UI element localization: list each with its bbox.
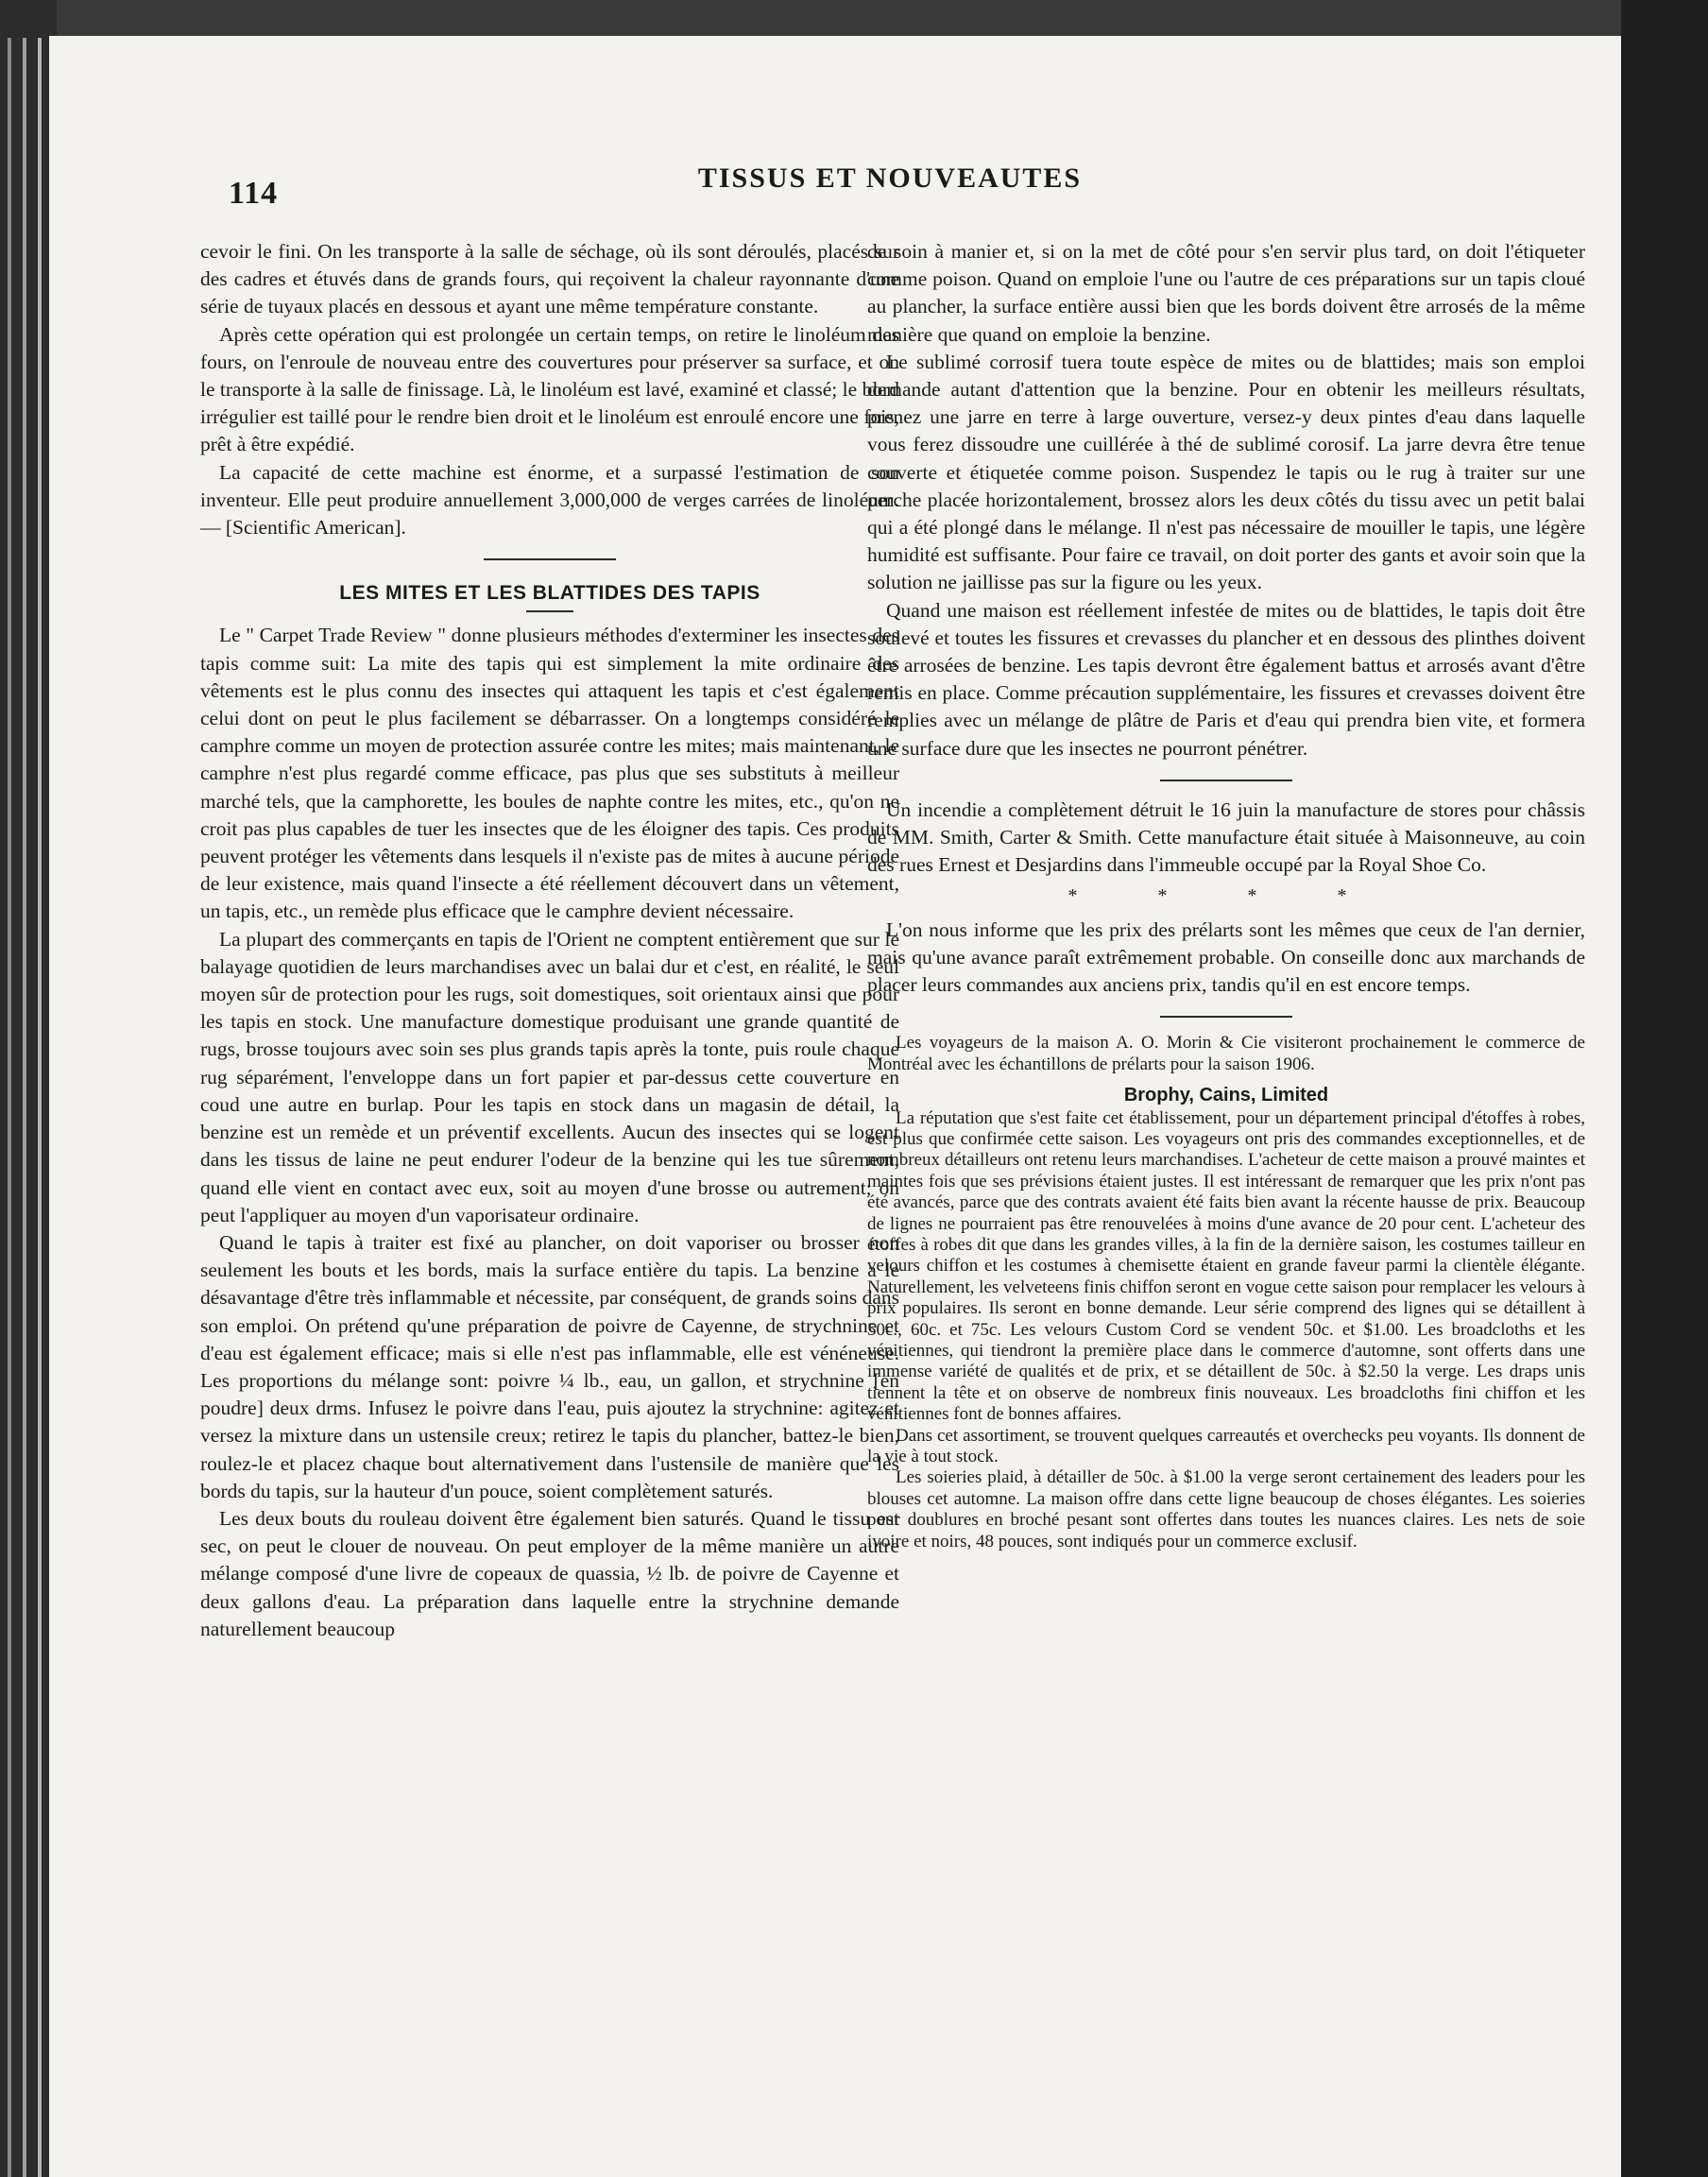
paragraph: Dans cet assortiment, se trouvent quelques carreautés et overchecks peu voyants. Ils donnent de la vie à tout stock.: [867, 1425, 1585, 1466]
paragraph: Quand une maison est réellement infestée de mites ou de blattides, le tapis doit être soulevé et toutes les fissures et crevasses du plancher et en dessous des plinthes doivent être arrosées de benzine. Les tapis devront être également battus et arrosés avant d'être remis en place. Comme précaution supplémentaire, les fissures et crevasses doivent être remplies avec un mélange de plâtre de Paris et d'eau qui prendra bien vite, et formera une surface dure que les insectes ne pourront pénétrer.: [867, 598, 1585, 760]
page-number: 114: [229, 176, 279, 211]
paragraph: de soin à manier et, si on la met de côté pour s'en servir plus tard, on doit l'étiqueter comme poison. Quand on emploie l'une ou l'autre de ces préparations sur un tapis cloué au plancher, la surface entière aussi bien que les bords doivent être arrosés de la même manière que quand on emploie la benzine.: [867, 240, 1585, 346]
asterism: * * * *: [1068, 885, 1385, 907]
section-heading: LES MITES ET LES BLATTIDES DES TAPIS: [339, 582, 760, 605]
paragraph: L'on nous informe que les prix des prélarts sont les mêmes que ceux de l'an dernier, mais qu'une avance paraît extrêmement probable. On conseille donc aux marchands de placer leurs commandes aux anciens prix, tandis qu'il en est encore temps.: [867, 917, 1585, 997]
paragraph: cevoir le fini. On les transporte à la salle de séchage, où ils sont déroulés, placés sur des cadres et étuvés dans de grands fours, qui reçoivent la chaleur rayonnante d'une série de tuyaux placés en dessous et ayant une même température constante.: [200, 240, 899, 318]
book-binding: [0, 0, 57, 2177]
paragraph: Après cette opération qui est prolongée un certain temps, on retire le linoléum des fours, on l'enroule de nouveau entre des couvertures pour préserver sa surface, et on le transporte à la salle de finissage. Là, le linoléum est lavé, examiné et classé; le bord irrégulier est taillé pour le rendre bien droit et le linoléum est enroulé encore une fois, prêt à être expédié.: [200, 322, 899, 456]
paragraph: Le sublimé corrosif tuera toute espèce de mites ou de blattides; mais son emploi demande autant d'attention que la benzine. Pour en obtenir les meilleurs résultats, prenez une jarre en terre à large ouverture, versez-y deux pintes d'eau dans laquelle vous ferez dissoudre une cuillérée à thé de sublimé corosif. La jarre devra être tenue couverte et étiquetée comme poison. Suspendez le tapis ou le rug à traiter sur une perche placée horizontalement, brossez alors les deux côtés du tissu avec un petit balai qui a été plongé dans le mélange. Il n'est pas nécessaire de mouiller le tapis, une légère humidité est suffisante. Pour faire ce travail, on doit porter des gants et avoir soin que la solution ne jaillisse pas sur la figure ou les yeux.: [867, 350, 1585, 594]
paragraph: Les deux bouts du rouleau doivent être également bien saturés. Quand le tissu est sec, on peut le clouer de nouveau. On peut employer de la même manière un autre mélange composé d'une livre de copeaux de quassia, ½ lb. de poivre de Cayenne et deux gallons d'eau. La préparation dans laquelle entre la strychnine demande naturellement beaucoup: [200, 1506, 899, 1640]
paragraph: La réputation que s'est faite cet établissement, pour un département principal d'étoffes à robes, est plus que confirmée cette saison. Les voyageurs ont pris des commandes exceptionnelles, et de nombreux détailleurs ont retenu leurs marchandises. L'acheteur de cette maison a prouvé maintes et maintes fois que ses prévisions étaient justes. Il est intéressant de remarquer que les prix n'ont pas été avancés, parce que des contrats avaient été faits bien avant la récente hausse de prix. Beaucoup de lignes ne pourraient pas être renouvelées à moins d'une avance de 20 pour cent. L'acheteur des étoffes à robes dit que dans les grandes villes, à la fin de la dernière saison, les costumes tailleur en velours chiffon et les costumes à chemisette étaient en grande faveur parmi la clientèle élégante. Naturellement, les velveteens finis chiffon seront en vogue cette saison pour remplacer les velours à prix populaires. Ils seront en bonne demande. Leur série comprend des lignes qui se détaillent à 50c., 60c. et 75c. Les velours Custom Cord se vendent 50c. et $1.00. Les broadcloths et les vénitiennes, qui tiendront la première place dans le commerce d'automne, sont offerts dans une immense variété de qualités et de prix, et se détaillent de 50c. à $2.50 la verge. Les draps unis tiennent la tête et on observe de nombreux finis nouveaux. Les broadcloths fini chiffon et les vénitiennes font de bonnes affaires.: [867, 1107, 1585, 1425]
section-divider: [1160, 1016, 1292, 1018]
paragraph: Les soieries plaid, à détailler de 50c. à $1.00 la verge seront certainement des leaders pour les blouses cet automne. La maison offre dans cette ligne beaucoup de choses élégantes. Les soieries pour doublures en broché pesant sont offertes dans toutes les nuances claires. Les nets de soie ivoire et noirs, 48 pouces, sont indiqués pour un commerce exclusif.: [867, 1467, 1585, 1551]
left-column: [200, 238, 899, 1643]
paragraph: La plupart des commerçants en tapis de l'Orient ne comptent entièrement que sur le balayage quotidien de leurs marchandises avec un balai dur et c'est, en réalité, le seul moyen sûr de protection pour les rugs, soit domestiques, soit orientaux ainsi que pour les tapis en stock. Une manufacture domestique produisant une grande quantité de rugs, brosse toujours avec soin ses plus grands tapis après la tonte, puis roule chaque rug séparément, l'enveloppe dans un fort papier et par-dessus cette couverture en coud une autre en burlap. Pour les tapis en stock dans un magasin de détail, la benzine est un remède et un préventif excellents. Aucun des insectes qui se logent dans les tissus de laine ne peut endurer l'odeur de la benzine qui les tue sûrement, quand elle vient en contact avec eux, soit au moyen d'une brosse ou autrement; on peut l'appliquer au moyen d'un vaporisateur ordinaire.: [200, 927, 899, 1226]
right-column: [867, 238, 1585, 1552]
section-divider: [484, 558, 616, 560]
paragraph: Quand le tapis à traiter est fixé au plancher, on doit vaporiser ou brosser non seulement les bouts et les bords, mais la surface entière du tapis. La benzine a le désavantage d'être très inflammable et nécessite, par conséquent, de grands soins dans son emploi. On prétend qu'une préparation de poivre de Cayenne, de strychnine et d'eau est également efficace; mais si elle n'est pas inflammable, elle est vénéneuse. Les proportions du mélange sont: poivre ¼ lb., eau, un gallon, et strychnine [en poudre] deux drms. Infusez le poivre dans l'eau, puis ajoutez la strychnine: agitez et versez la mixture dans un ustensile creux; retirez le tapis du plancher, battez-le bien, roulez-le et placez chaque bout alternativement dans l'ustensile de manière que les bords du tapis, sur la hauteur d'un pouce, soient complètement saturés.: [200, 1230, 899, 1502]
paragraph: Un incendie a complètement détruit le 16 juin la manufacture de stores pour châssis de MM. Smith, Carter & Smith. Cette manufacture était située à Maisonneuve, au coin des rues Ernest et Desjardins dans l'immeuble occupé par la Royal Shoe Co.: [867, 797, 1585, 877]
page-edge: [38, 38, 42, 2177]
small-print-block: [867, 1033, 1585, 1552]
paragraph: La capacité de cette machine est énorme, et a surpassé l'estimation de son inventeur. Elle peut produire annuellement 3,000,000 de verges carrées de linoléum. — [Scientific American].: [200, 460, 899, 540]
paragraph: Le " Carpet Trade Review " donne plusieurs méthodes d'exterminer les insectes des tapis comme suit: La mite des tapis qui est simplement la mite ordinaire des vêtements est le plus connu des insectes qui attaquent les tapis et c'est également celui dont on peut le plus facilement se débarrasser. On a longtemps considéré le camphre comme un moyen de protection assurée contre les mites; mais maintenant, le camphre n'est plus regardé comme efficace, pas plus que ses substituts à meilleur marché tels, que la camphorette, les boules de naphte contre les mites, etc., qu'on ne croit pas plus capables de tuer les insectes que de les éloigner des tapis. Ces produits peuvent protéger les vêtements dans lesquels il n'existe pas de mites à aucune période de leur existence, mais quand l'insecte a été réellement découvert dans un vêtement, un tapis, etc., un remède plus efficace que le camphre devient nécessaire.: [200, 624, 899, 923]
section-divider: [1160, 780, 1292, 781]
paragraph: Les voyageurs de la maison A. O. Morin & Cie visiteront prochainement le commerce de Montréal avec les échantillons de prélarts pour la saison 1906.: [867, 1033, 1585, 1074]
page-edge: [8, 38, 11, 2177]
running-title: TISSUS ET NOUVEAUTES: [697, 163, 1083, 194]
page-edge: [23, 38, 26, 2177]
magazine-page: [49, 36, 1621, 2177]
page-header: [229, 134, 1551, 219]
scan-background: [1621, 0, 1708, 2177]
heading-underline: [526, 610, 573, 612]
section-heading: Brophy, Cains, Limited: [1123, 1085, 1329, 1106]
